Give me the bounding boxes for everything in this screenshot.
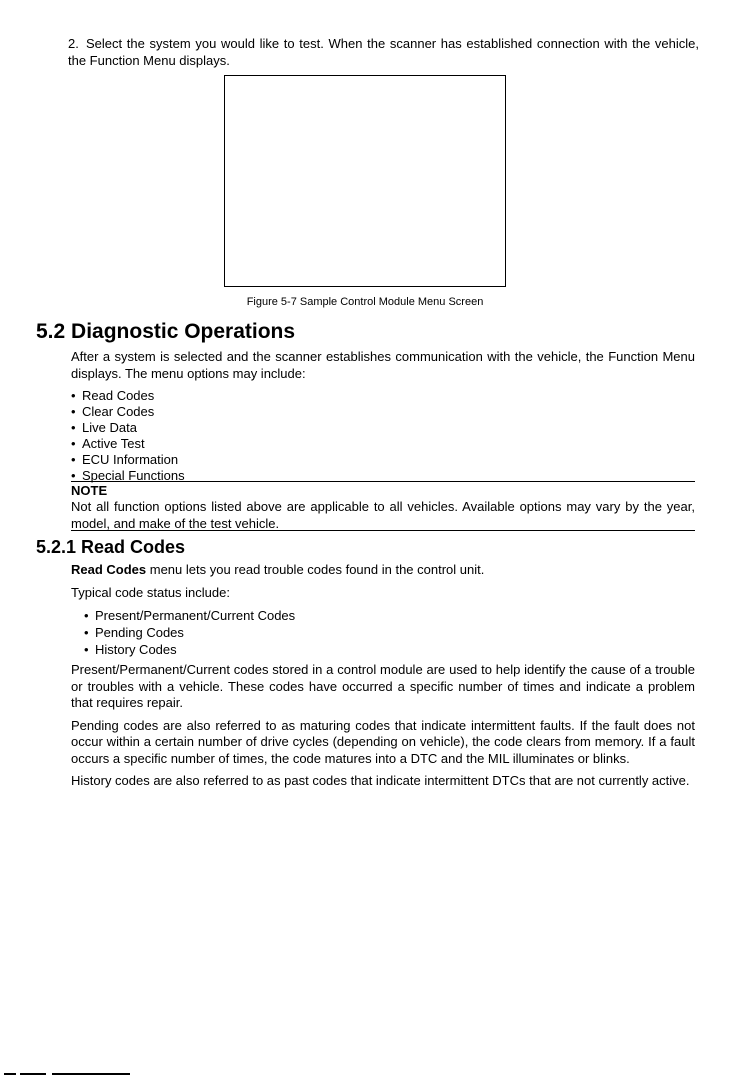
list-item: • Active Test bbox=[71, 436, 145, 451]
step-text: Select the system you would like to test. When the scanner has established connection with the vehicle, the Function Menu displays. bbox=[68, 36, 699, 68]
step-2 bbox=[68, 36, 699, 69]
code-status-list bbox=[84, 607, 695, 658]
footer-rule bbox=[20, 1073, 46, 1075]
read-codes-intro: Read Codes menu lets you read trouble codes found in the control unit. bbox=[71, 562, 485, 577]
list-item: • Live Data bbox=[71, 420, 137, 435]
list-item: • Special Functions bbox=[71, 468, 185, 483]
list-item: • History Codes bbox=[84, 642, 177, 657]
bullet-icon: • bbox=[71, 452, 76, 467]
paragraph-pending-codes: Pending codes are also referred to as maturing codes that indicate intermittent faults. If the fault does not occur within a certain number of drive cycles (depending on vehicle), the code clears from memory. If a fault occurs a specific number of times, the code matures into a DTC and the MIL illuminates or blinks. bbox=[71, 717, 695, 766]
paragraph-present-codes: Present/Permanent/Current codes stored in a control module are used to help identify the cause of a trouble or troubles with a vehicle. These codes have occurred a specific number of times and indicate a problem that requires repair. bbox=[71, 662, 695, 710]
bullet-icon: • bbox=[71, 436, 76, 451]
list-item: • ECU Information bbox=[71, 452, 179, 467]
list-item: • Clear Codes bbox=[71, 404, 155, 419]
bullet-icon: • bbox=[71, 388, 76, 403]
bullet-icon: • bbox=[71, 420, 76, 435]
figure-caption: Figure 5-7 Sample Control Module Menu Screen bbox=[246, 296, 484, 308]
section-heading-5-2: 5.2 Diagnostic Operations bbox=[36, 320, 296, 343]
section-5-2-body bbox=[71, 349, 695, 484]
note-title: NOTE bbox=[71, 483, 108, 498]
list-item: • Read Codes bbox=[71, 388, 155, 403]
paragraph-history-codes: History codes are also referred to as past codes that indicate intermittent DTCs that are not currently active. bbox=[71, 773, 690, 788]
list-item: • Pending Codes bbox=[84, 625, 184, 640]
section-heading-5-2-1: 5.2.1 Read Codes bbox=[36, 537, 186, 557]
bullet-icon: • bbox=[71, 468, 76, 483]
note-rule-bottom bbox=[71, 530, 695, 531]
step-number: 2. bbox=[68, 36, 79, 51]
list-item: • Present/Permanent/Current Codes bbox=[84, 608, 296, 623]
function-list bbox=[71, 388, 695, 484]
note-text: Not all function options listed above are applicable to all vehicles. Available options may vary by the year, model, and make of the test vehicle. bbox=[71, 499, 695, 531]
status-intro: Typical code status include: bbox=[71, 584, 230, 600]
note-box bbox=[71, 483, 695, 532]
footer-rule bbox=[4, 1073, 16, 1075]
bullet-icon: • bbox=[84, 608, 89, 623]
section-intro: After a system is selected and the scanner establishes communication with the vehicle, the Function Menu displays. The menu options may include: bbox=[71, 349, 695, 381]
figure-placeholder bbox=[224, 75, 506, 287]
footer-rule bbox=[52, 1073, 130, 1075]
note-rule-top bbox=[71, 481, 695, 482]
bullet-icon: • bbox=[84, 642, 89, 657]
section-5-2-1-body bbox=[71, 562, 695, 790]
bullet-icon: • bbox=[71, 404, 76, 419]
bullet-icon: • bbox=[84, 625, 89, 640]
